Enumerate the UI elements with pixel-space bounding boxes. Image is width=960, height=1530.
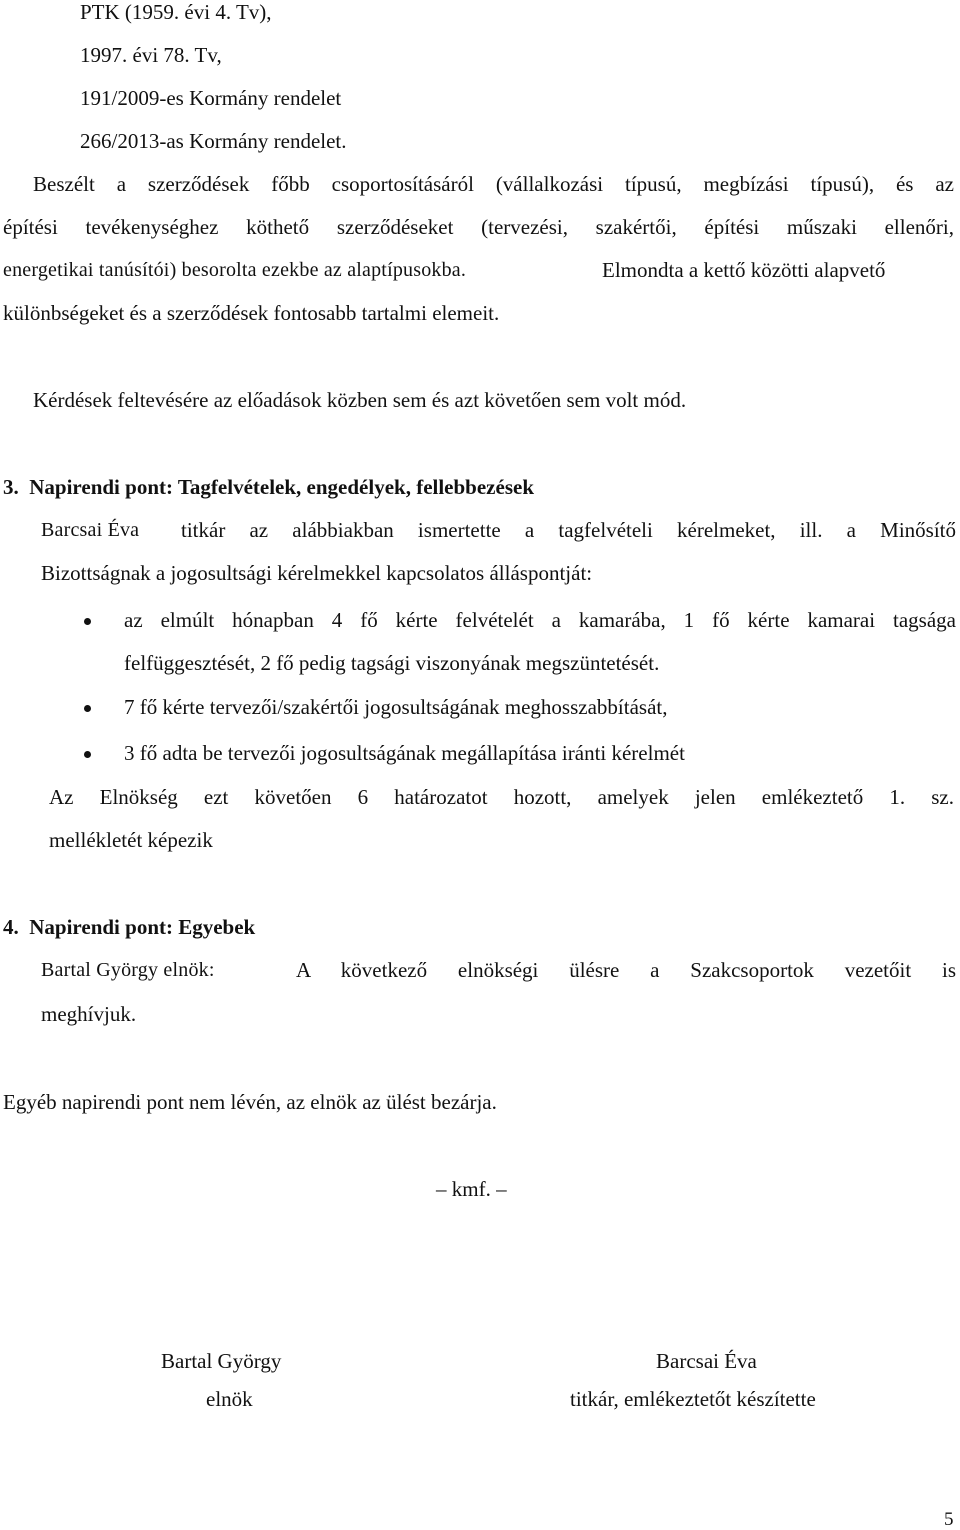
legal-ref-ptk: PTK (1959. évi 4. Tv), (80, 0, 272, 24)
signature-left-name: Bartal György (161, 1349, 282, 1373)
legal-ref-1997: 1997. évi 78. Tv, (80, 43, 222, 67)
signature-right-title: titkár, emlékeztetőt készítette (570, 1387, 816, 1411)
item3-bullet1-line1: az elmúlt hónapban 4 fő kérte felvételét a kamarába, 1 fő kérte kamarai tagsága (124, 608, 956, 632)
item3-intro-line2: Bizottságnak a jogosultsági kérelmekkel kapcsolatos álláspontját: (41, 561, 593, 585)
para1-line1: Beszélt a szerződések főbb csoportosításáról (vállalkozási típusú, megbízási típusú), és az (33, 172, 954, 196)
item4-heading: 4. Napirendi pont: Egyebek (3, 915, 256, 939)
legal-ref-266-2013: 266/2013-as Kormány rendelet. (80, 129, 347, 153)
para1-line2: építési tevékenységhez köthető szerződéseket (tervezési, szakértői, építési műszaki ellenőri, (3, 215, 954, 239)
item3-outro-line1: Az Elnökség ezt követően 6 határozatot hozott, amelyek jelen emlékeztető 1. sz. (49, 785, 954, 809)
closing-statement: Egyéb napirendi pont nem lévén, az elnök az ülést bezárja. (3, 1090, 497, 1114)
bullet-icon (84, 705, 91, 712)
item3-heading: 3. Napirendi pont: Tagfelvételek, engedélyek, fellebbezések (3, 475, 534, 499)
item3-intro-line1: titkár az alábbiakban ismertette a tagfelvételi kérelmeket, ill. a Minősítő (181, 518, 956, 542)
item3-outro-line2: mellékletét képezik (49, 828, 213, 852)
para1-line3b: Elmondta a kettő közötti alapvető (602, 258, 886, 282)
para1-line4: különbségeket és a szerződések fontosabb tartalmi elemeit. (3, 301, 500, 325)
item4-line2: meghívjuk. (41, 1002, 137, 1026)
questions-note: Kérdések feltevésére az előadások közben sem és azt követően sem volt mód. (33, 388, 687, 412)
item4-president-label: Bartal György elnök: (41, 959, 215, 981)
item3-bullet1-line2: felfüggesztését, 2 fő pedig tagsági viszonyának megszüntetését. (124, 651, 660, 675)
item3-secretary-name: Barcsai Éva (41, 519, 140, 541)
bullet-icon (84, 618, 91, 625)
item3-bullet3: 3 fő adta be tervezői jogosultságának megállapítása iránti kérelmét (124, 741, 685, 765)
para1-line3a: energetikai tanúsítói) besorolta ezekbe az alaptípusokba. (3, 259, 467, 281)
item4-line1: A következő elnökségi ülésre a Szakcsoportok vezetőit is (296, 958, 956, 982)
signature-right-name: Barcsai Éva (656, 1349, 757, 1373)
page-number: 5 (944, 1509, 954, 1530)
item3-bullet2: 7 fő kérte tervezői/szakértői jogosultságának meghosszabbítását, (124, 695, 668, 719)
kmf-line: – kmf. – (436, 1177, 507, 1201)
signature-left-title: elnök (206, 1387, 253, 1411)
legal-ref-191-2009: 191/2009-es Kormány rendelet (80, 86, 342, 110)
bullet-icon (84, 751, 91, 758)
